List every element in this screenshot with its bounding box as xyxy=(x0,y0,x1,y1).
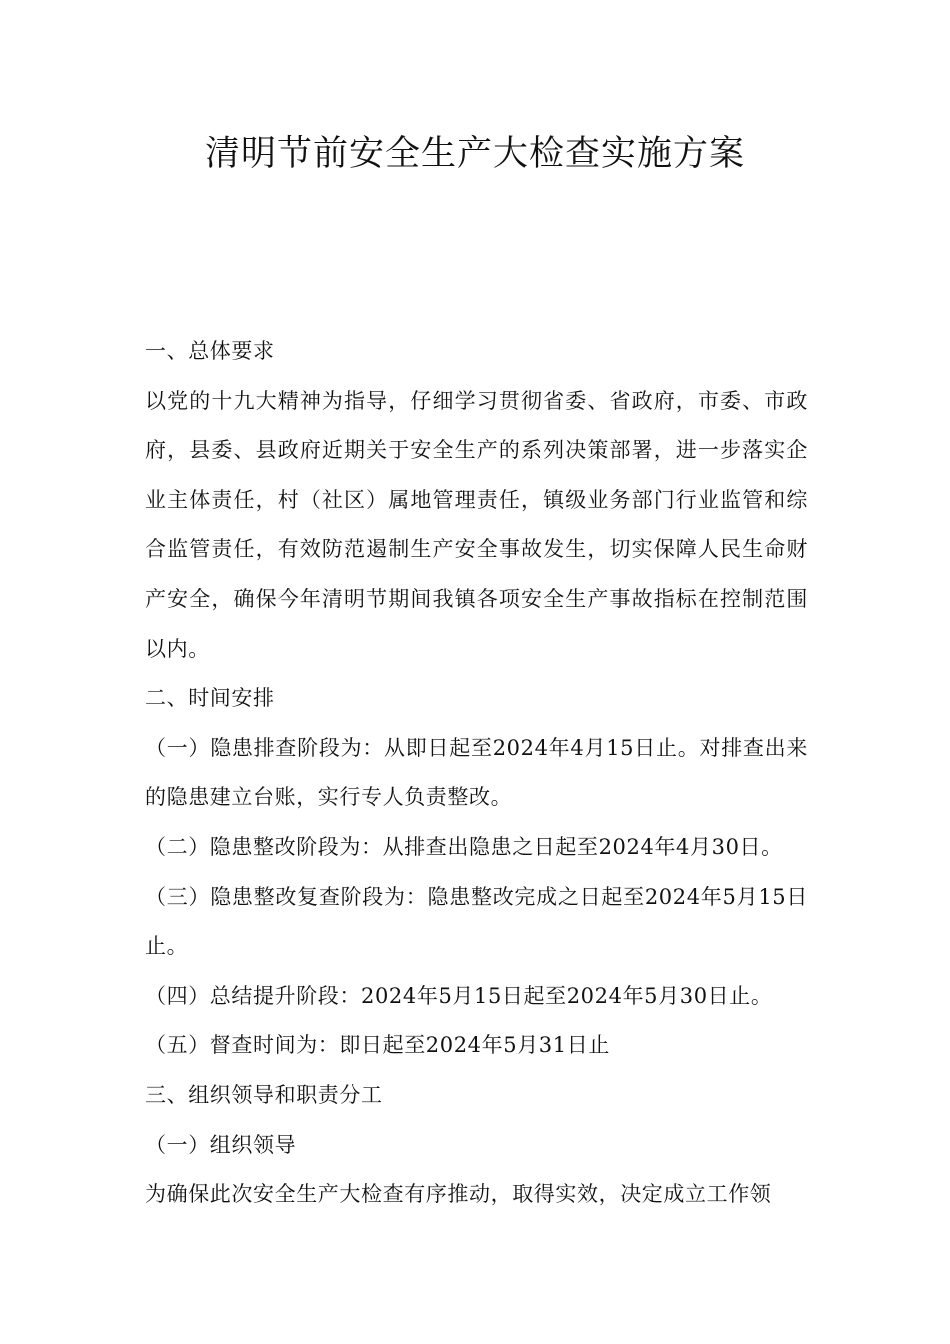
paragraph: （三）隐患整改复查阶段为：隐患整改完成之日起至2024年5月15日止。 xyxy=(145,884,808,959)
paragraph: （四）总结提升阶段：2024年5月15日起至2024年5月30日止。 xyxy=(145,983,773,1008)
section-heading: 三、组织领导和职责分工 xyxy=(145,1082,383,1107)
section-heading: 二、时间安排 xyxy=(145,686,275,711)
paragraph: 为确保此次安全生产大检查有序推动，取得实效，决定成立工作领 xyxy=(145,1182,772,1207)
section-heading: 一、总体要求 xyxy=(145,339,275,363)
document-title: 清明节前安全生产大检查实施方案 xyxy=(204,134,745,174)
subsection-heading: （一）组织领导 xyxy=(145,1132,297,1157)
paragraph: （五）督查时间为：即日起至2024年5月31日止 xyxy=(145,1033,610,1058)
paragraph: 以党的十九大精神为指导，仔细学习贯彻省委、省政府，市委、市政府，县委、县政府近期关于安全生产的系列决策部署，进一步落实企业主体责任，村（社区）属地管理责任，镇级业务部门行业监管和综合监管责任，有效防范遏制生产安全事故发生，切实保障人民生命财产安全，确保今年清明节期间我镇各项安全生产事故指标在控制范围以内。 xyxy=(145,388,808,661)
paragraph: （一）隐患排查阶段为：从即日起至2024年4月15日止。对排查出来的隐患建立台账，实行专人负责整改。 xyxy=(145,735,808,810)
document-body xyxy=(145,327,808,1220)
paragraph: （二）隐患整改阶段为：从排查出隐患之日起至2024年4月30日。 xyxy=(145,834,783,859)
